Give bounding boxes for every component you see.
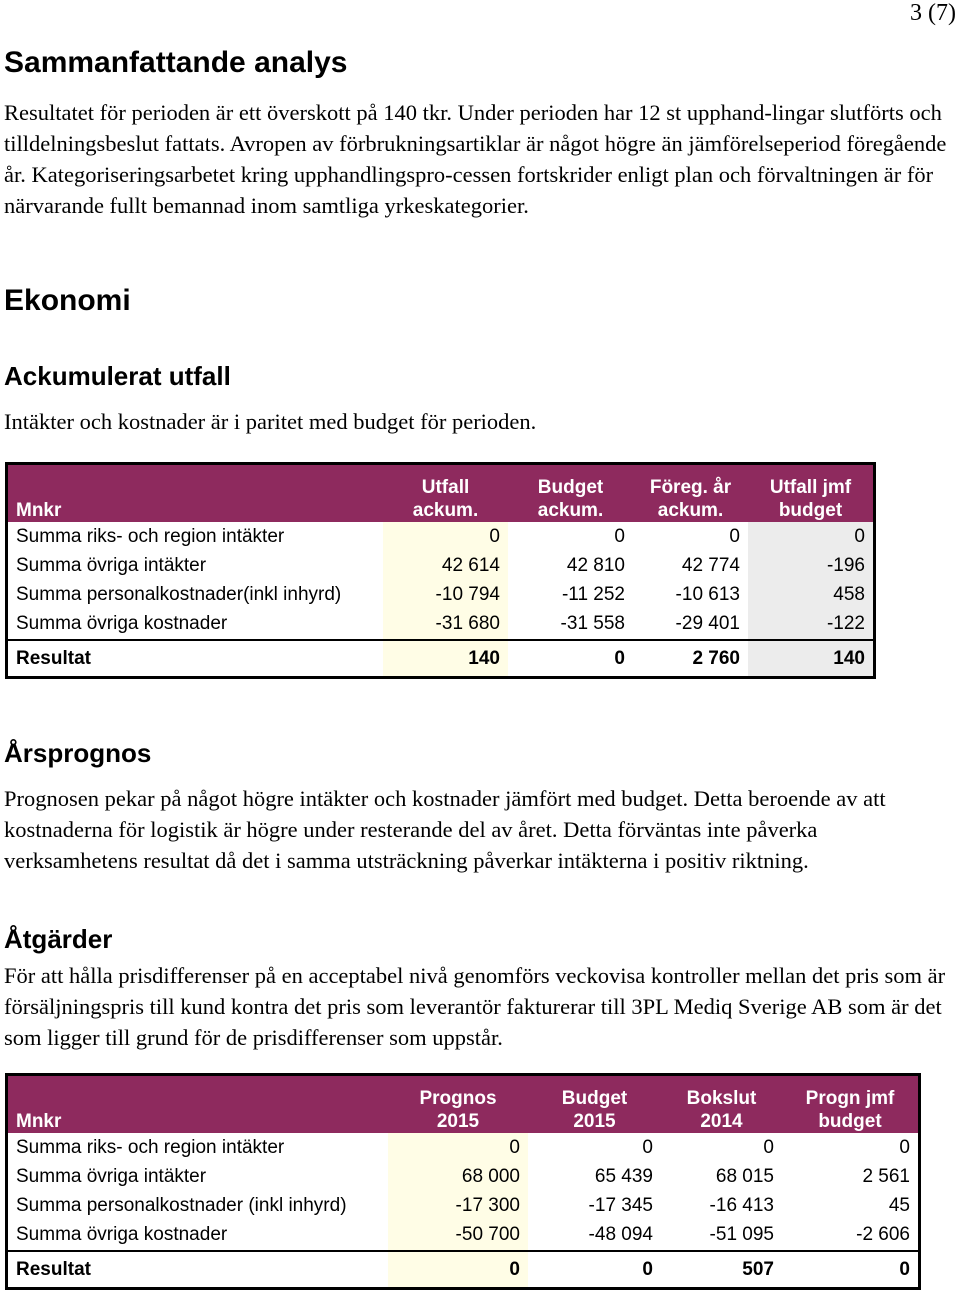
accum-table-header	[8, 465, 873, 522]
col-header: Prognos 2015	[388, 1076, 528, 1133]
col-header: Mnkr	[8, 1076, 388, 1133]
page-number: 3 (7)	[910, 0, 956, 26]
cell: -16 413	[709, 1194, 774, 1216]
accum-heading: Ackumulerat utfall	[4, 361, 231, 391]
forecast-text: Prognosen pekar på något högre intäkter och kostnader jämfört med budget. Detta beroende av att kostnaderna för logistik är högre under resterande del av året. Detta förväntas inte påverka verksamhetens resultat då det i samma utsträckning påverkar intäkterna i positiv riktning.	[4, 786, 886, 873]
actions-heading: Åtgärder	[4, 924, 113, 954]
table-row	[8, 609, 873, 640]
cell: 2 760	[633, 640, 748, 676]
cell: 0	[528, 1251, 661, 1287]
cell: 0	[614, 525, 625, 547]
col-header: Utfall ackum.	[383, 465, 508, 522]
forecast-heading: Årsprognos	[4, 738, 152, 768]
cell: -11 252	[561, 583, 625, 605]
cell: 68 000	[388, 1162, 528, 1191]
cell: -48 094	[588, 1224, 653, 1245]
row-label: Summa riks- och region intäkter	[16, 525, 285, 547]
forecast-table-header	[8, 1076, 918, 1133]
col-header: Budget ackum.	[508, 465, 633, 522]
cell: -50 700	[388, 1220, 528, 1251]
cell: 42 774	[681, 554, 740, 576]
row-label: Summa övriga kostnader	[16, 1224, 228, 1245]
col-header: Föreg. år ackum.	[633, 465, 748, 522]
cell: 42 810	[566, 554, 625, 576]
table-row	[8, 580, 873, 609]
economy-heading: Ekonomi	[4, 284, 131, 317]
cell: 0	[642, 1136, 653, 1158]
row-label: Resultat	[8, 1251, 388, 1287]
summary-text: Resultatet för perioden är ett överskott på 140 tkr. Under perioden har 12 st upphand-lingar slutförts och tilldelningsbeslut fattats. Avropen av förbrukningsartiklar är något högre än jämförelseperiod föregående år. Kategoriseringsarbetet kring upphandlingspro-cessen fortskrider enligt plan och förvaltningen är för närvarande fullt bemannad inom samtliga yrkeskategorier.	[4, 100, 947, 218]
cell: -31 558	[560, 613, 625, 634]
table-row	[8, 1133, 918, 1162]
cell: -196	[748, 551, 873, 580]
cell: 458	[748, 580, 873, 609]
actions-text: För att hålla prisdifferenser på en acceptabel nivå genomförs veckovisa kontroller mellan det pris som är försäljningspris till kund kontra det pris som leverantör fakturerar till 3PL Mediq Sverige AB som är det som ligger till grund för de prisdifferenser som uppstår.	[4, 963, 946, 1050]
cell: -122	[748, 609, 873, 640]
cell: 0	[899, 1136, 910, 1158]
col-header: Mnkr	[8, 465, 383, 522]
cell: 0	[508, 640, 633, 676]
cell: -29 401	[675, 613, 740, 634]
accum-table	[8, 465, 873, 676]
cell: -10 613	[675, 583, 740, 605]
row-label: Summa personalkostnader(inkl inhyrd)	[16, 583, 342, 605]
cell: 0	[383, 522, 508, 551]
cell: -17 300	[388, 1191, 528, 1220]
cell: -2 606	[856, 1224, 910, 1245]
cell: 0	[729, 525, 740, 547]
cell: -17 345	[588, 1194, 653, 1216]
forecast-table	[8, 1076, 918, 1287]
cell: 0	[763, 1136, 774, 1158]
cell: 0	[388, 1133, 528, 1162]
table-row	[8, 551, 873, 580]
cell: 45	[888, 1194, 910, 1216]
table-row	[8, 1220, 918, 1251]
cell: 2 561	[862, 1165, 910, 1187]
table-row	[8, 1162, 918, 1191]
cell: 42 614	[383, 551, 508, 580]
cell: 65 439	[594, 1165, 653, 1187]
cell: -31 680	[383, 609, 508, 640]
cell: 68 015	[715, 1165, 774, 1187]
row-label: Summa övriga intäkter	[16, 1165, 207, 1187]
cell: 140	[748, 640, 873, 676]
cell: 0	[782, 1251, 918, 1287]
result-row	[8, 1251, 918, 1287]
col-header: Bokslut 2014	[661, 1076, 782, 1133]
row-label: Summa övriga intäkter	[16, 554, 207, 576]
row-label: Summa personalkostnader (inkl inhyrd)	[16, 1194, 347, 1216]
summary-heading: Sammanfattande analys	[4, 46, 348, 79]
cell: -10 794	[383, 580, 508, 609]
cell: 0	[748, 522, 873, 551]
cell: 0	[388, 1251, 528, 1287]
table-row	[8, 1191, 918, 1220]
col-header: Progn jmf budget	[782, 1076, 918, 1133]
row-label: Resultat	[8, 640, 383, 676]
cell: 140	[383, 640, 508, 676]
col-header: Utfall jmf budget	[748, 465, 873, 522]
accum-text: Intäkter och kostnader är i paritet med budget för perioden.	[4, 409, 537, 434]
table-row	[8, 522, 873, 551]
result-row	[8, 640, 873, 676]
col-header: Budget 2015	[528, 1076, 661, 1133]
row-label: Summa övriga kostnader	[16, 613, 228, 634]
cell: -51 095	[709, 1224, 774, 1245]
cell: 507	[661, 1251, 782, 1287]
row-label: Summa riks- och region intäkter	[16, 1136, 285, 1158]
